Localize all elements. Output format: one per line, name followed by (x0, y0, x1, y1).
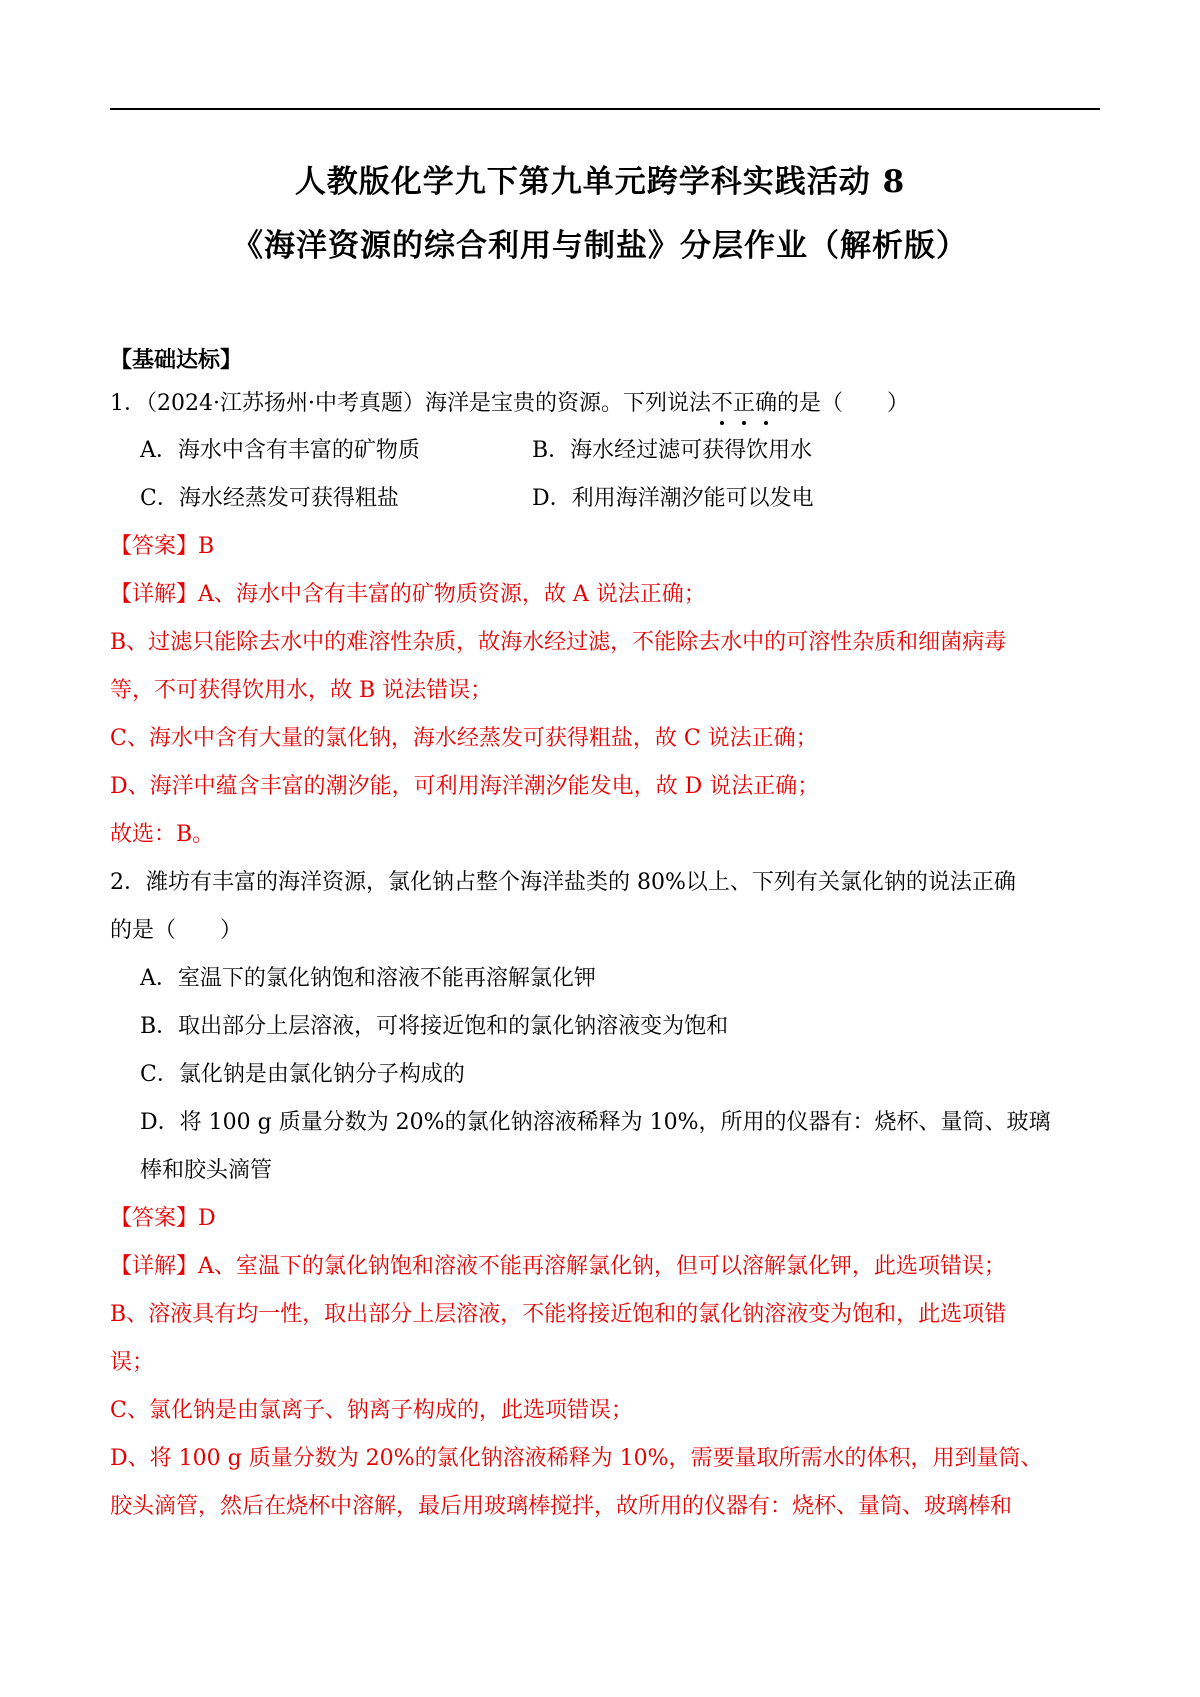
q1-option-c: C．海水经蒸发可获得粗盐 (140, 486, 399, 511)
q1-stem (110, 389, 1100, 419)
q2-option-a: A．室温下的氯化钠饱和溶液不能再溶解氯化钾 (140, 966, 596, 991)
q1-explain-text-1: A、海水中含有丰富的矿物质资源，故 A 说法正确； (198, 582, 706, 607)
q1-option-b: B．海水经过滤可获得饮用水 (532, 438, 813, 463)
q1-emph-2: 正 (733, 389, 755, 419)
q2-explain-3: 误； (110, 1350, 155, 1375)
q1-emph-3: 确 (755, 389, 777, 419)
q2-option-b: B．取出部分上层溶液，可将接近饱和的氯化钠溶液变为饱和 (140, 1014, 729, 1039)
q2-explain-6: 胶头滴管，然后在烧杯中溶解，最后用玻璃棒搅拌，故所用的仪器有：烧杯、量筒、玻璃棒和 (110, 1494, 1013, 1519)
q2-option-c: C．氯化钠是由氯化钠分子构成的 (140, 1062, 465, 1087)
q1-explain-tag: 【详解】 (110, 582, 199, 607)
q2-explain-1 (110, 1252, 1100, 1282)
q1-stem-post: 的是（ ） (777, 391, 910, 416)
page-title-line2: 《海洋资源的综合利用与制盐》分层作业（解析版） (232, 228, 968, 264)
q2-answer-value: D (198, 1206, 216, 1231)
q1-explain-5: D、海洋中蕴含丰富的潮汐能，可利用海洋潮汐能发电，故 D 说法正确； (110, 774, 820, 799)
page-title-line1: 人教版化学九下第九单元跨学科实践活动 8 (294, 164, 906, 200)
q2-explain-4: C、氯化钠是由氯离子、钠离子构成的，此选项错误； (110, 1398, 633, 1423)
q2-explain-5: D、将 100 g 质量分数为 20%的氯化钠溶液稀释为 10%，需要量取所需水的体积，用到量筒、 (110, 1446, 1043, 1471)
q1-answer-value: B (198, 534, 215, 559)
q1-explain-4: C、海水中含有大量的氯化钠，海水经蒸发可获得粗盐，故 C 说法正确； (110, 726, 818, 751)
q1-answer-tag: 【答案】 (110, 534, 199, 559)
q1-stem-pre: 1．（2024·江苏扬州·中考真题）海洋是宝贵的资源。下列说法 (110, 391, 711, 416)
q1-explain-6: 故选：B。 (110, 822, 215, 847)
q1-answer (110, 532, 1100, 562)
q2-option-d-2: 棒和胶头滴管 (140, 1158, 273, 1183)
section-label: 【基础达标】 (110, 347, 243, 373)
q1-explain-3: 等，不可获得饮用水，故 B 说法错误； (110, 678, 493, 703)
q2-option-d-1: D．将 100 g 质量分数为 20%的氯化钠溶液稀释为 10%，所用的仪器有：烧杯、量筒、玻璃 (140, 1110, 1051, 1135)
q2-stem-1: 2．潍坊有丰富的海洋资源，氯化钠占整个海洋盐类的 80%以上、下列有关氯化钠的说法正确 (110, 870, 1016, 895)
q2-stem-2: 的是（ ） (110, 918, 243, 943)
q1-explain-1 (110, 580, 1100, 610)
q2-answer (110, 1204, 1100, 1234)
q1-option-d: D．利用海洋潮汐能可以发电 (532, 486, 814, 511)
header-rule (110, 108, 1100, 110)
q1-option-a: A．海水中含有丰富的矿物质 (140, 438, 420, 463)
q2-answer-tag: 【答案】 (110, 1206, 199, 1231)
q1-emph-1: 不 (711, 389, 733, 419)
q2-explain-2: B、溶液具有均一性，取出部分上层溶液，不能将接近饱和的氯化钠溶液变为饱和，此选项错 (110, 1302, 1007, 1327)
q2-explain-text-1: A、室温下的氯化钠饱和溶液不能再溶解氯化钠，但可以溶解氯化钾，此选项错误； (198, 1254, 1006, 1279)
q1-explain-2: B、过滤只能除去水中的难溶性杂质，故海水经过滤，不能除去水中的可溶性杂质和细菌病毒 (110, 630, 1007, 655)
q2-explain-tag: 【详解】 (110, 1254, 199, 1279)
